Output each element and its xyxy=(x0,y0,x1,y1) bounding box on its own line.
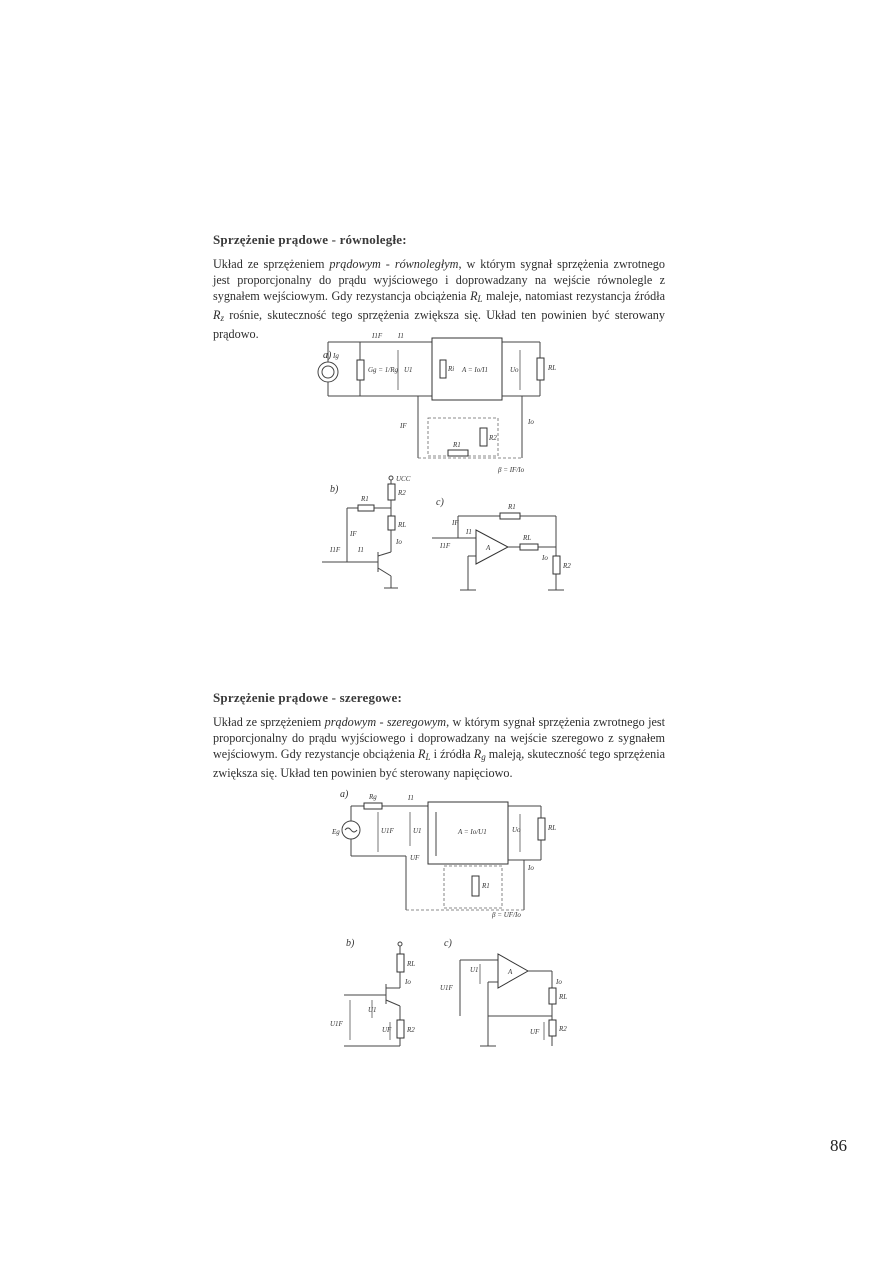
label-gg: Gg = 1/Rg xyxy=(368,366,398,374)
label-u1f: U1F xyxy=(381,827,394,835)
label-r1-2: R1 xyxy=(482,882,490,890)
label-u1-2a: U1 xyxy=(413,827,422,835)
label-io-2c: Io xyxy=(556,978,562,986)
resistor-rl-2b xyxy=(397,954,404,972)
label-rg: Rg xyxy=(369,793,377,801)
resistor-rg xyxy=(357,360,364,380)
section-heading-series: Sprzężenie prądowe - szeregowe: xyxy=(213,690,402,705)
figure-2c-opamp-circuit xyxy=(440,938,567,1046)
label-i1f-c: I1F xyxy=(440,542,451,550)
label-u1-2c: U1 xyxy=(470,966,479,974)
resistor-rg-2 xyxy=(364,803,382,809)
resistor-ri xyxy=(440,360,446,378)
label-r2-2c: R2 xyxy=(559,1025,567,1033)
resistor-rl-c xyxy=(520,544,538,550)
label-uo: Uo xyxy=(510,366,519,374)
label-u1: U1 xyxy=(404,366,413,374)
label-io-2: Io xyxy=(528,864,534,872)
label-r2-b: R2 xyxy=(398,489,406,497)
label-i1-2a: I1 xyxy=(408,794,414,802)
figure-2a-current-series-block xyxy=(331,789,556,919)
label-u1f-2c: U1F xyxy=(440,984,453,992)
label-r1: R1 xyxy=(453,441,461,449)
figure-1b-transistor-circuit xyxy=(322,475,411,588)
resistor-r1-2 xyxy=(472,876,479,896)
label-a-2c: A xyxy=(508,968,513,976)
label-uf: UF xyxy=(410,854,420,862)
label-uf-2c: UF xyxy=(530,1028,540,1036)
supply-node xyxy=(389,476,393,480)
label-i1-c: I1 xyxy=(466,528,472,536)
label-beta: β = IF/Io xyxy=(498,466,525,474)
label-rl-2b: RL xyxy=(407,960,416,968)
label-if-c: IF xyxy=(452,519,459,527)
resistor-rl-2 xyxy=(538,818,545,840)
label-ucc: UCC xyxy=(396,475,411,483)
figure-2a-label: a) xyxy=(340,789,349,800)
figure-1c-label: c) xyxy=(436,497,444,508)
page-number: 86 xyxy=(830,1136,847,1155)
label-r1-c: R1 xyxy=(508,503,516,511)
resistor-r2 xyxy=(480,428,487,446)
figure-1a-label: a) xyxy=(323,350,332,361)
resistor-r2-b xyxy=(388,484,395,500)
label-r2-c: R2 xyxy=(563,562,571,570)
label-eg: Eg xyxy=(332,828,340,836)
label-rl-2: RL xyxy=(548,824,557,832)
label-rl-b: RL xyxy=(398,521,407,529)
resistor-rl xyxy=(537,358,544,380)
label-a-c: A xyxy=(486,544,491,552)
label-io: Io xyxy=(528,418,534,426)
label-u1f-2b: U1F xyxy=(330,1020,343,1028)
label-rl-2c: RL xyxy=(559,993,568,1001)
label-r2-2b: R2 xyxy=(407,1026,415,1034)
opamp-triangle xyxy=(476,530,508,564)
label-rl: RL xyxy=(548,364,557,372)
label-i1f: I1F xyxy=(372,332,383,340)
resistor-rl-b xyxy=(388,516,395,530)
label-i1: I1 xyxy=(398,332,404,340)
label-a-gain-2: A = Io/U1 xyxy=(458,828,487,836)
resistor-r1-b xyxy=(358,505,374,511)
label-a-gain: A = Io/I1 xyxy=(462,366,488,374)
label-u1-2b: U1 xyxy=(368,1006,377,1014)
resistor-r1 xyxy=(448,450,468,456)
resistor-r1-c xyxy=(500,513,520,519)
paragraph-series: Układ ze sprzężeniem prądowym - szeregowym, w którym sygnał sprzężenia zwrotnego jest proporcjonalny do prądu wyjściowego i doprowadzany na wejście szeregowo z sygnałem wejściowym. Gdy rezystancje obciążenia $R_L$ i źródła $R_g$ maleją, skuteczność tego sprzężenia zwiększa się. Układ ten powinien być sterowany napięciowo. xyxy=(213,715,665,780)
resistor-r2-2b xyxy=(397,1020,404,1038)
label-i1-b: I1 xyxy=(358,546,364,554)
label-beta-2: β = UF/Io xyxy=(492,911,521,919)
label-ig: Ig xyxy=(333,352,339,360)
resistor-r2-c xyxy=(553,556,560,574)
figure-1c-opamp-circuit xyxy=(432,497,571,590)
label-if: IF xyxy=(400,422,407,430)
current-source-symbol xyxy=(318,362,338,382)
figure-2b-label: b) xyxy=(346,938,355,949)
figure-1a-current-parallel-block xyxy=(318,332,556,474)
label-uf-2b: UF xyxy=(382,1026,392,1034)
label-if-b: IF xyxy=(350,530,357,538)
label-io-2b: Io xyxy=(405,978,411,986)
label-uo-2: Uo xyxy=(512,826,521,834)
label-io-c: Io xyxy=(542,554,548,562)
label-ri: Ri xyxy=(448,365,455,373)
resistor-r2-2c xyxy=(549,1020,556,1036)
figure-2b-transistor-circuit xyxy=(330,938,415,1046)
label-rl-c: RL xyxy=(523,534,532,542)
section-heading-parallel: Sprzężenie prądowe - równoległe: xyxy=(213,232,407,247)
opamp-triangle-2 xyxy=(498,954,528,988)
label-r2: R2 xyxy=(489,434,497,442)
resistor-rl-2c xyxy=(549,988,556,1004)
label-io-b: Io xyxy=(396,538,402,546)
label-i1f-b: I1F xyxy=(330,546,341,554)
figure-1b-label: b) xyxy=(330,484,339,495)
figure-2c-label: c) xyxy=(444,938,452,949)
paragraph-parallel: Układ ze sprzężeniem prądowym - równoległym, w którym sygnał sprzężenia zwrotnego jest proporcjonalny do prądu wyjściowego i doprowadzany na wejście równolegle z sygnałem wejściowym. Gdy rezystancja obciążenia $R_L$ maleje, natomiast rezystancja źródła $R_z$ rośnie, skuteczność tego sprzężenia zwiększa się. Układ ten powinien być sterowany prądowo. xyxy=(213,257,665,341)
label-r1-b: R1 xyxy=(361,495,369,503)
